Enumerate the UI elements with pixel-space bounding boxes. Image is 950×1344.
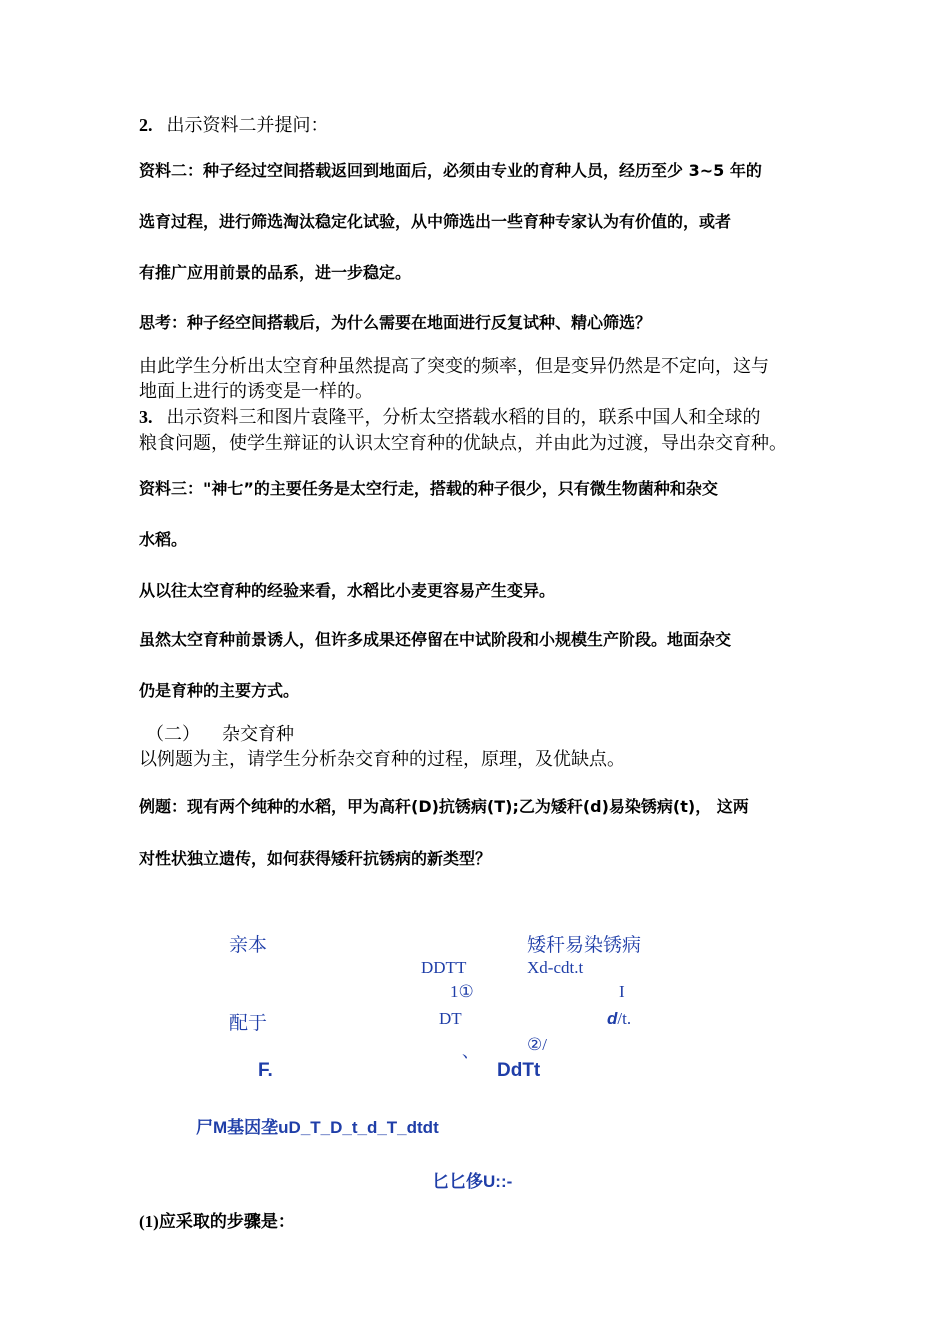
f2-genotype-line: 尸M基因垄uD_T_D_t_d_T_dtdt <box>196 1118 439 1137</box>
paragraph-3-line-1 <box>139 403 761 429</box>
analysis-line-2: 地面上进行的诱变是一样的。 <box>139 381 373 401</box>
material-3-line-2: 水稻。 <box>139 530 188 549</box>
parent-label: 亲本 <box>229 935 268 956</box>
paragraph-3-line-2: 粮食问题，使学生辩证的认识太空育种的优缺点，并由此为过渡，导出杂交育种。 <box>139 433 787 453</box>
meiosis-mark-2: I <box>619 982 625 1001</box>
section-title: 杂交育种 <box>222 724 294 744</box>
paragraph-2-heading <box>139 111 329 137</box>
section-2-heading <box>146 720 294 746</box>
section-number: （二） <box>146 724 200 744</box>
parent-2-name: 矮秆易染锈病 <box>527 935 642 956</box>
gamete-2-allele: d <box>607 1009 618 1028</box>
fertilization-mark: ②/ <box>527 1035 547 1054</box>
analysis-line-1: 由此学生分析出太空育种虽然提高了突变的频率，但是变异仍然是不定向，这与 <box>139 356 769 376</box>
material-2-line-2: 选育过程，进行筛选淘汰稳定化试验，从中筛选出一些育种专家认为有价值的，或者 <box>139 212 732 231</box>
f1-genotype: DdTt <box>497 1060 541 1081</box>
material-2-line-3: 有推广应用前景的品系，进一步稳定。 <box>139 263 412 282</box>
material-3-line-1: 资料三："神七”的主要任务是太空行走，搭载的种子很少，只有微生物菌种和杂交 <box>139 479 718 498</box>
cross-tick: 、 <box>462 1042 479 1061</box>
item-number: 3. <box>139 407 153 427</box>
material-3-line-3: 从以往太空育种的经验来看，水稻比小麦更容易产生变异。 <box>139 581 556 600</box>
material-3-line-5: 仍是育种的主要方式。 <box>139 681 300 700</box>
item-number: 2. <box>139 115 153 135</box>
item-text: 出示资料三和图片袁隆平，分析太空搭载水稻的目的，联系中国人和全球的 <box>166 407 761 427</box>
section-2-intro: 以例题为主，请学生分析杂交育种的过程，原理，及优缺点。 <box>139 749 625 769</box>
meiosis-mark-1: 1① <box>450 982 474 1001</box>
steps-question: (1)应采取的步骤是： <box>139 1212 295 1231</box>
gamete-label: 配于 <box>229 1013 268 1034</box>
item-text: 出示资料二并提问： <box>166 115 329 135</box>
material-3-line-4: 虽然太空育种前景诱人，但许多成果还停留在中试阶段和小规模生产阶段。地面杂交 <box>139 630 732 649</box>
material-2-line-1: 资料二：种子经过空间搭载返回到地面后，必须由专业的育种人员，经历至少 3~5 年的 <box>139 161 762 180</box>
example-line-1: 例题：现有两个纯种的水稻，甲为高秆(D)抗锈病(T);乙为矮秆(d)易染锈病(t)， 这两 <box>139 797 749 816</box>
gamete-2 <box>607 1009 631 1029</box>
parent-1-genotype: DDTT <box>421 958 467 977</box>
gamete-2-rest: /t. <box>617 1009 632 1028</box>
think-question: 思考：种子经空间搭载后，为什么需要在地面进行反复试种、精心筛选？ <box>139 313 652 332</box>
example-line-2: 对性状独立遗传，如何获得矮秆抗锈病的新类型？ <box>139 849 492 868</box>
f1-label: F. <box>258 1060 273 1081</box>
diagram-bottom-text: 匕匕侈U::- <box>432 1172 513 1191</box>
gamete-1: DT <box>439 1009 462 1028</box>
parent-2-genotype: Xd-cdt.t <box>527 958 584 977</box>
